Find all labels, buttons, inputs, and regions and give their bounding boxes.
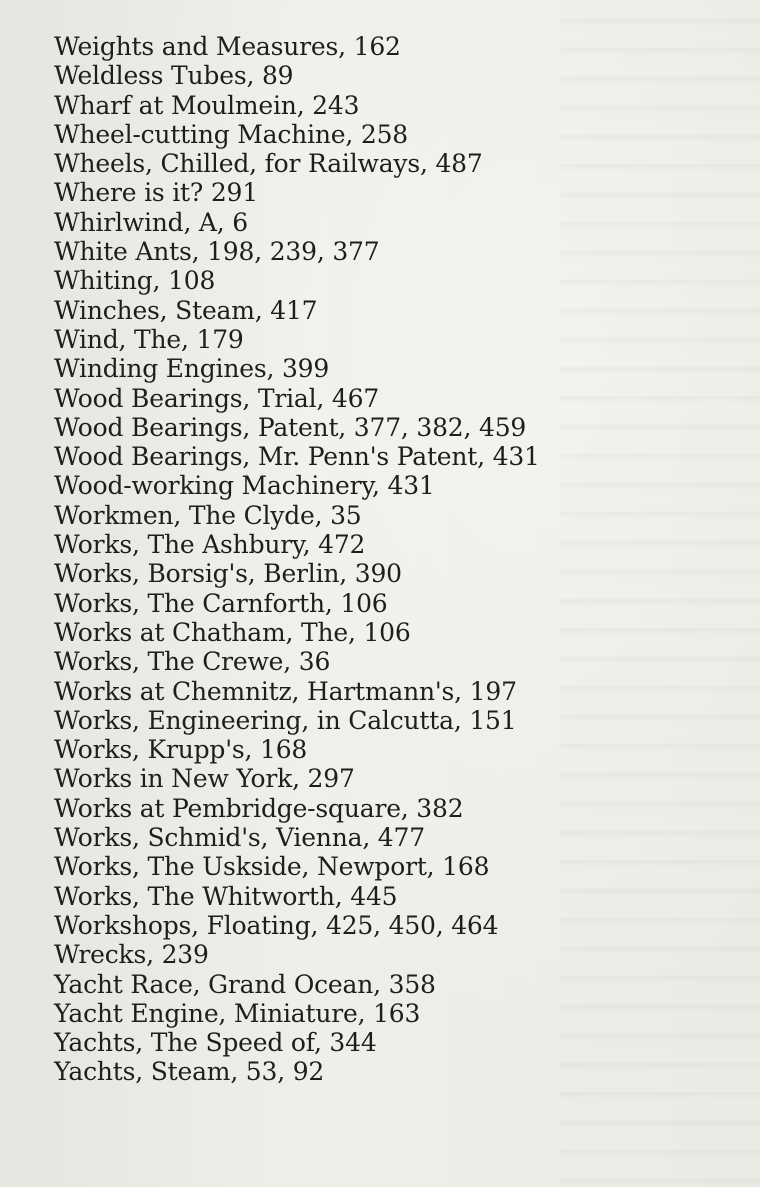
index-entry: Weldless Tubes, 89 [54,61,294,91]
index-entry: Works, Schmid's, Vienna, 477 [54,823,425,853]
index-entry: Wood Bearings, Patent, 377, 382, 459 [54,412,527,442]
index-entry: White Ants, 198, 239, 377 [54,237,380,267]
index-entry: Yacht Engine, Miniature, 163 [54,998,421,1028]
index-entry: Winches, Steam, 417 [54,295,318,325]
index-entry: Yachts, Steam, 53, 92 [54,1057,325,1087]
index-entry: Yacht Race, Grand Ocean, 358 [54,969,436,999]
index-entry: Winding Engines, 399 [54,354,330,384]
index-entry: Workshops, Floating, 425, 450, 464 [54,910,499,940]
index-entry: Works, The Crewe, 36 [54,647,331,677]
index-entry: Works, Engineering, in Calcutta, 151 [54,705,517,735]
index-entry: Whiting, 108 [54,266,216,296]
index-entry: Wood Bearings, Trial, 467 [54,383,380,413]
index-entry: Works at Chemnitz, Hartmann's, 197 [54,676,517,706]
index-entry: Where is it? 291 [54,178,258,208]
index-entry: Works in New York, 297 [54,764,355,794]
index-entry: Works at Pembridge-square, 382 [54,793,464,823]
index-entry: Wood Bearings, Mr. Penn's Patent, 431 [54,442,540,472]
bleed-through-shadow [560,0,760,1187]
index-entry: Works, The Carnforth, 106 [54,588,388,618]
index-entry: Wind, The, 179 [54,324,244,354]
index-entry: Whirlwind, A, 6 [54,207,248,237]
index-entry: Works, The Ashbury, 472 [54,530,366,560]
index-entry-list [54,32,540,1087]
index-entry: Wheels, Chilled, for Railways, 487 [54,149,483,179]
index-entry: Wharf at Moulmein, 243 [54,90,360,120]
index-entry: Wheel-cutting Machine, 258 [54,119,408,149]
index-entry: Yachts, The Speed of, 344 [54,1028,377,1058]
index-entry: Works, Krupp's, 168 [54,735,308,765]
index-entry: Works, Borsig's, Berlin, 390 [54,559,402,589]
index-entry: Wood-working Machinery, 431 [54,471,435,501]
index-entry: Workmen, The Clyde, 35 [54,500,362,530]
index-entry: Works, The Uskside, Newport, 168 [54,852,490,882]
index-entry: Wrecks, 239 [54,940,209,970]
index-entry: Works, The Whitworth, 445 [54,881,398,911]
index-entry: Weights and Measures, 162 [54,32,401,61]
index-entry: Works at Chatham, The, 106 [54,617,411,647]
